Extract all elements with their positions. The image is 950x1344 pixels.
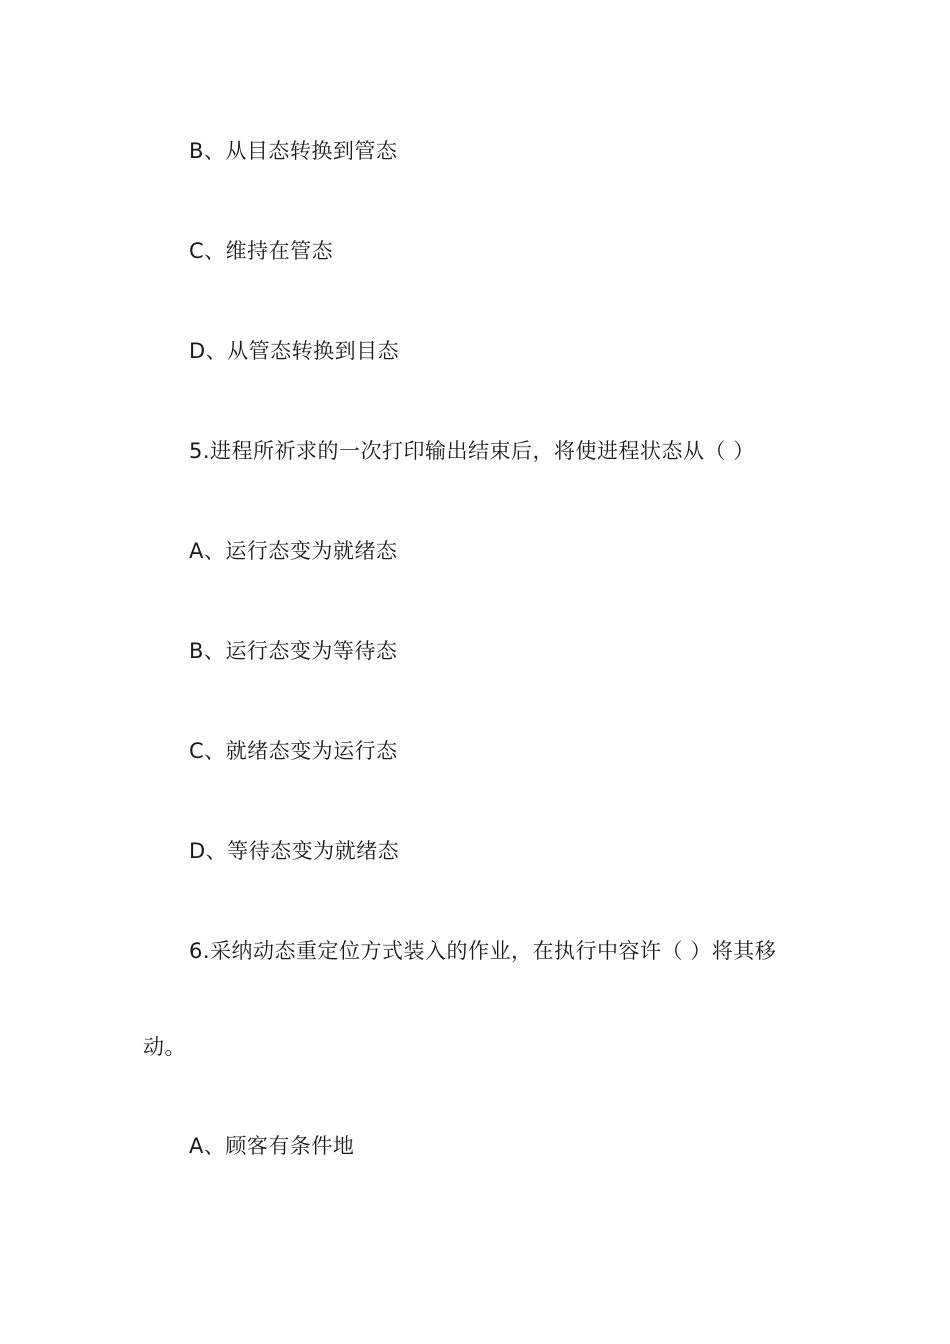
option-c-q5: C、就绪态变为运行态 (189, 739, 398, 763)
option-a-q5: A、运行态变为就绪态 (189, 539, 398, 563)
option-b-q5: B、运行态变为等待态 (189, 639, 398, 663)
question-6: 6.采纳动态重定位方式装入的作业，在执行中容许（ ）将其移 (189, 939, 777, 963)
option-d-q5: D、等待态变为就绪态 (189, 839, 400, 863)
option-d-q4: D、从管态转换到目态 (189, 339, 400, 363)
question-6-continuation: 动。 (143, 1035, 186, 1059)
option-a-q6: A、顾客有条件地 (189, 1134, 355, 1158)
question-5: 5.进程所祈求的一次打印输出结束后，将使进程状态从（ ） (189, 439, 755, 463)
option-c-q4: C、维持在管态 (189, 239, 334, 263)
option-b-q4: B、从目态转换到管态 (189, 139, 398, 163)
